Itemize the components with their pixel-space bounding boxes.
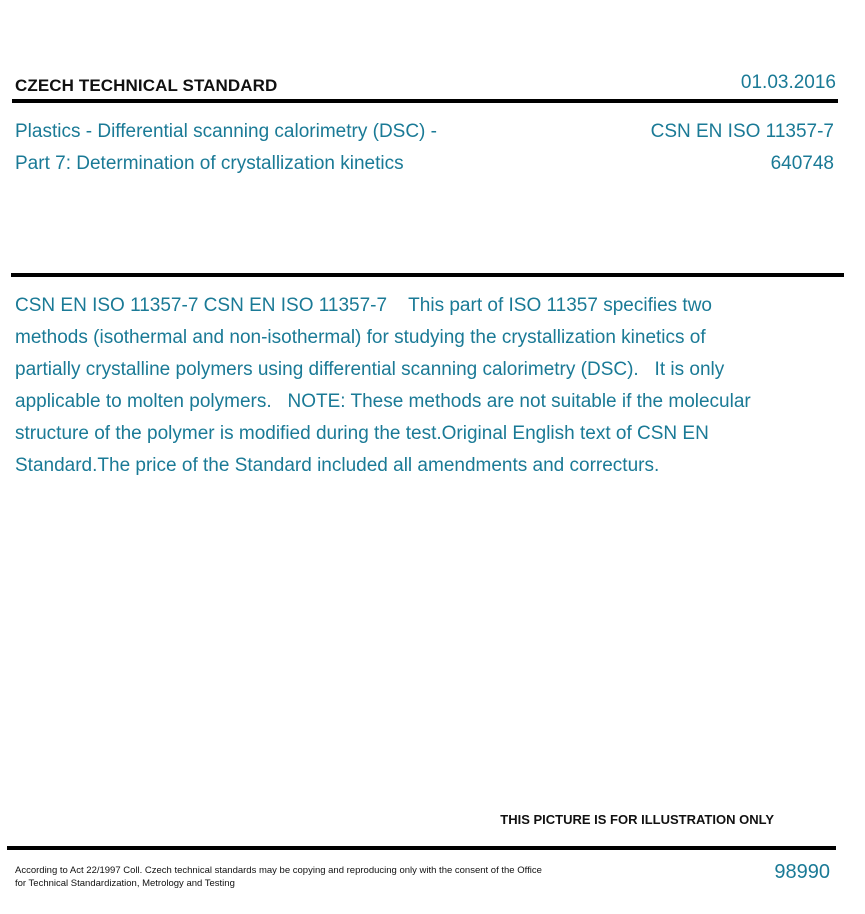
header-divider [12,99,838,103]
class-number: 640748 [770,153,834,174]
standard-codes [651,116,834,180]
footer-divider [7,846,836,850]
legal-notice-line-1: According to Act 22/1997 Coll. Czech technical standards may be copying and reproducing only with the consent of the Office [15,865,542,876]
title-divider [11,273,844,277]
product-number: 98990 [774,861,830,883]
title-line-1: Plastics - Differential scanning calorimetry (DSC) - [15,121,437,142]
standard-description: CSN EN ISO 11357-7 CSN EN ISO 11357-7 This part of ISO 11357 specifies two methods (isothermal and non-isothermal) for studying the crystallization kinetics of partially crystalline polymers using differential scanning calorimetry (DSC). It is only applicable to molten polymers. NOTE: These methods are not suitable if the molecular structure of the polymer is modified during the test.Original English text of CSN EN Standard.The price of the Standard included all amendments and correcturs. [15,295,751,476]
standard-title [15,116,535,180]
publication-date: 01.03.2016 [740,72,836,93]
illustration-note: THIS PICTURE IS FOR ILLUSTRATION ONLY [500,812,774,827]
standard-code: CSN EN ISO 11357-7 [650,121,834,142]
legal-notice-line-2: for Technical Standardization, Metrology and Testing [15,878,235,889]
title-line-2: Part 7: Determination of crystallization kinetics [15,153,404,174]
legal-notice [15,864,595,890]
standard-type-label: CZECH TECHNICAL STANDARD [15,76,278,95]
